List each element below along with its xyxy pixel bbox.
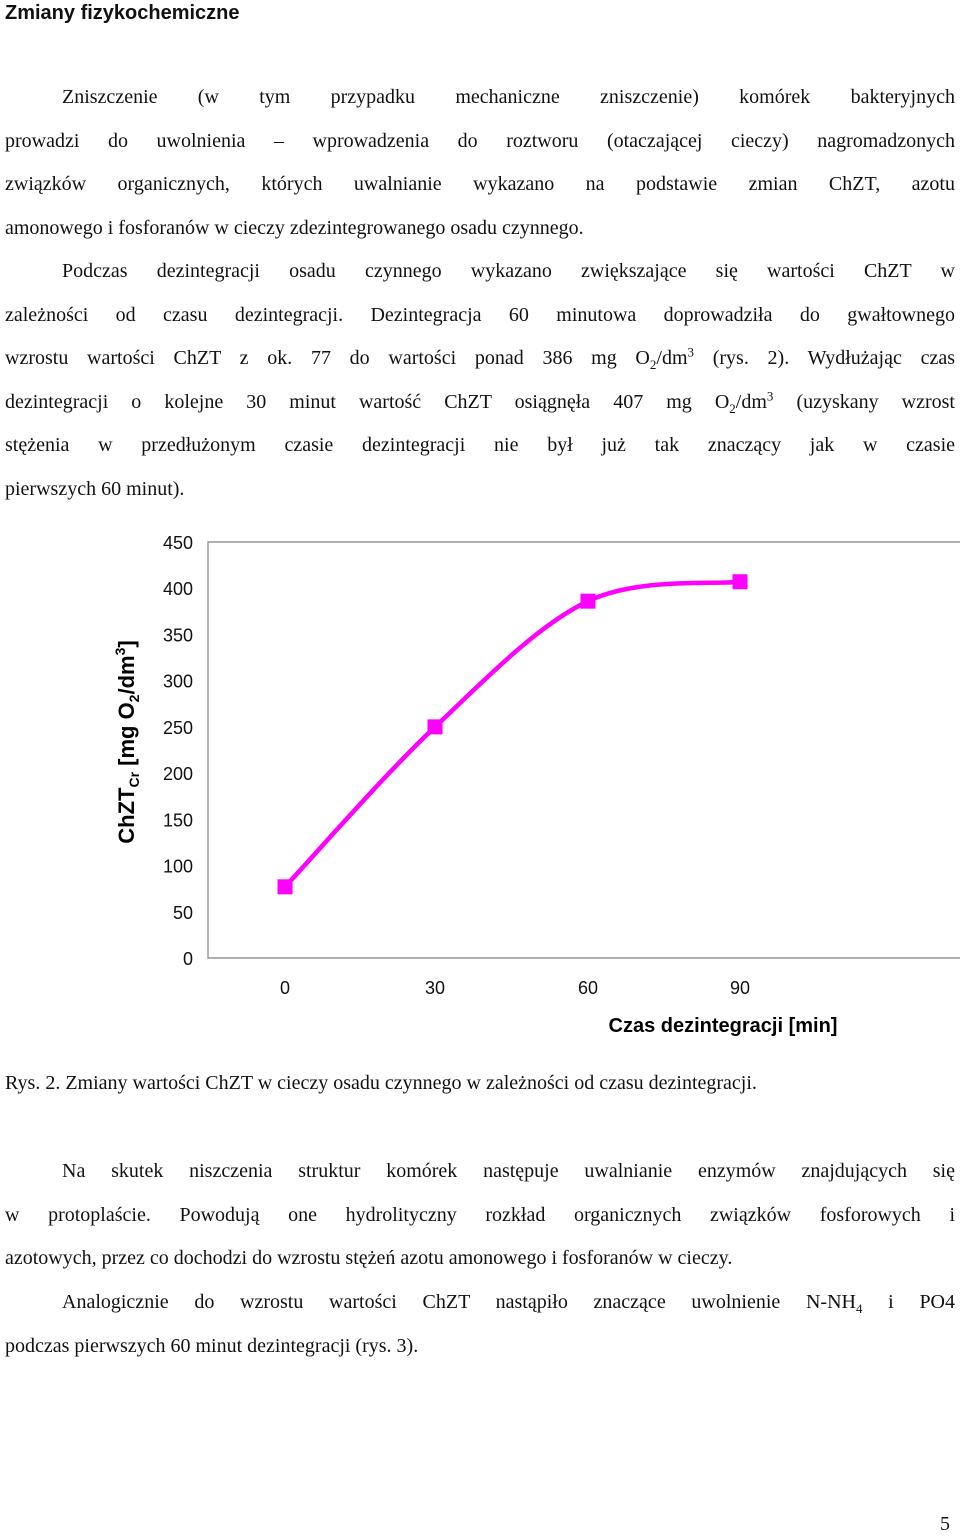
paragraph-2 (5, 250, 955, 511)
y-tick-label: 300 (162, 671, 193, 692)
text-line: prowadzi do uwolnienia – wprowadzenia do roztworu (otaczającej cieczy) nagromadzonych (5, 129, 955, 152)
text-line: Podczas dezintegracji osadu czynnego wykazano zwiększające się wartości ChZT w (62, 260, 955, 282)
data-point-marker (733, 574, 748, 589)
text-line: pierwszych 60 minut). (5, 477, 185, 500)
y-axis-label-main: ChZT (114, 787, 139, 844)
text-line: amonowego i fosforanów w cieczy zdezintegrowanego osadu czynnego. (5, 216, 584, 239)
y-axis-label-end: ] (114, 640, 139, 648)
y-tick-label: 200 (162, 764, 193, 785)
y-axis-label-unit: /dm (114, 655, 139, 695)
text-line: w protoplaście. Powodują one hydrolityczny rozkład organicznych związków fosforowych i (5, 1203, 955, 1226)
y-axis-label (112, 640, 142, 843)
text-line: Na skutek niszczenia struktur komórek następuje uwalnianie enzymów znajdujących się (62, 1160, 955, 1182)
data-point-marker (278, 879, 293, 894)
y-axis-label-rest: [mg O (114, 702, 139, 772)
x-tick-label: 60 (577, 978, 599, 998)
text-line: azotowych, przez co dochodzi do wzrostu stężeń azotu amonowego i fosforanów w cieczy. (5, 1247, 733, 1269)
text-line (5, 337, 955, 381)
text-segment: i PO4 (862, 1291, 955, 1313)
data-point-marker (428, 719, 443, 734)
y-tick-label: 50 (172, 902, 193, 923)
section-heading: Zmiany fizykochemiczne (5, 2, 240, 24)
y-axis-label-sub2: 2 (126, 694, 142, 703)
text-segment: /dm (656, 347, 688, 369)
text-line: podczas pierwszych 60 minut dezintegracji (rys. 3). (5, 1334, 419, 1357)
paragraph-1 (5, 76, 955, 250)
paragraph-4 (5, 1281, 955, 1368)
y-tick-label: 100 (162, 856, 193, 877)
text-segment: /dm (735, 390, 767, 413)
text-line: związków organicznych, których uwalnianie wykazano na podstawie zmian ChZT, azotu (5, 173, 955, 195)
y-tick-label: 150 (162, 810, 193, 831)
figure-caption: Rys. 2. Zmiany wartości ChZT w cieczy osadu czynnego w zależności od czasu dezintegracji. (5, 1072, 757, 1094)
y-tick-label: 450 (162, 533, 193, 553)
text-segment: dezintegracji o kolejne 30 minut wartość ChZT osiągnęła 407 mg O (5, 390, 730, 413)
text-segment: Analogicznie do wzrostu wartości ChZT nastąpiło znaczące uwolnienie N-NH (62, 1291, 856, 1313)
subscript: 2 (649, 357, 657, 372)
y-tick-label: 250 (162, 717, 193, 738)
x-tick-label: 0 (279, 978, 291, 998)
subscript: 4 (855, 1301, 863, 1316)
y-tick-label: 400 (162, 579, 193, 600)
x-tick-label: 90 (729, 978, 751, 998)
page-number: 5 (940, 1513, 950, 1535)
text-line (5, 381, 955, 425)
text-segment: (rys. 2). Wydłużając czas (694, 347, 955, 369)
text-segment: (uzyskany wzrost (773, 390, 955, 413)
x-axis-label: Czas dezintegracji [min] (608, 1015, 838, 1037)
chzt-line-chart (0, 520, 960, 1050)
text-line: stężenia w przedłużonym czasie dezintegracji nie był już tak znaczący jak w czasie (5, 434, 955, 456)
superscript: 3 (766, 387, 774, 403)
text-segment: wzrostu wartości ChZT z ok. 77 do wartości ponad 386 mg O (5, 347, 650, 369)
x-tick-label: 30 (424, 978, 446, 998)
series-line (285, 582, 740, 887)
data-point-marker (581, 594, 596, 609)
y-axis-label-sup: 3 (112, 647, 128, 656)
text-line (5, 1281, 955, 1325)
y-tick-label: 350 (162, 625, 193, 646)
paragraph-3 (5, 1150, 955, 1281)
text-line: zależności od czasu dezintegracji. Dezintegracja 60 minutowa doprowadziła do gwałtownego (5, 303, 955, 326)
subscript: 2 (729, 400, 736, 416)
text-line: Zniszczenie (w tym przypadku mechaniczne zniszczenie) komórek bakteryjnych (62, 86, 955, 108)
superscript: 3 (687, 344, 695, 360)
y-axis-label-sub: Cr (126, 771, 142, 788)
y-tick-label: 0 (182, 949, 193, 969)
